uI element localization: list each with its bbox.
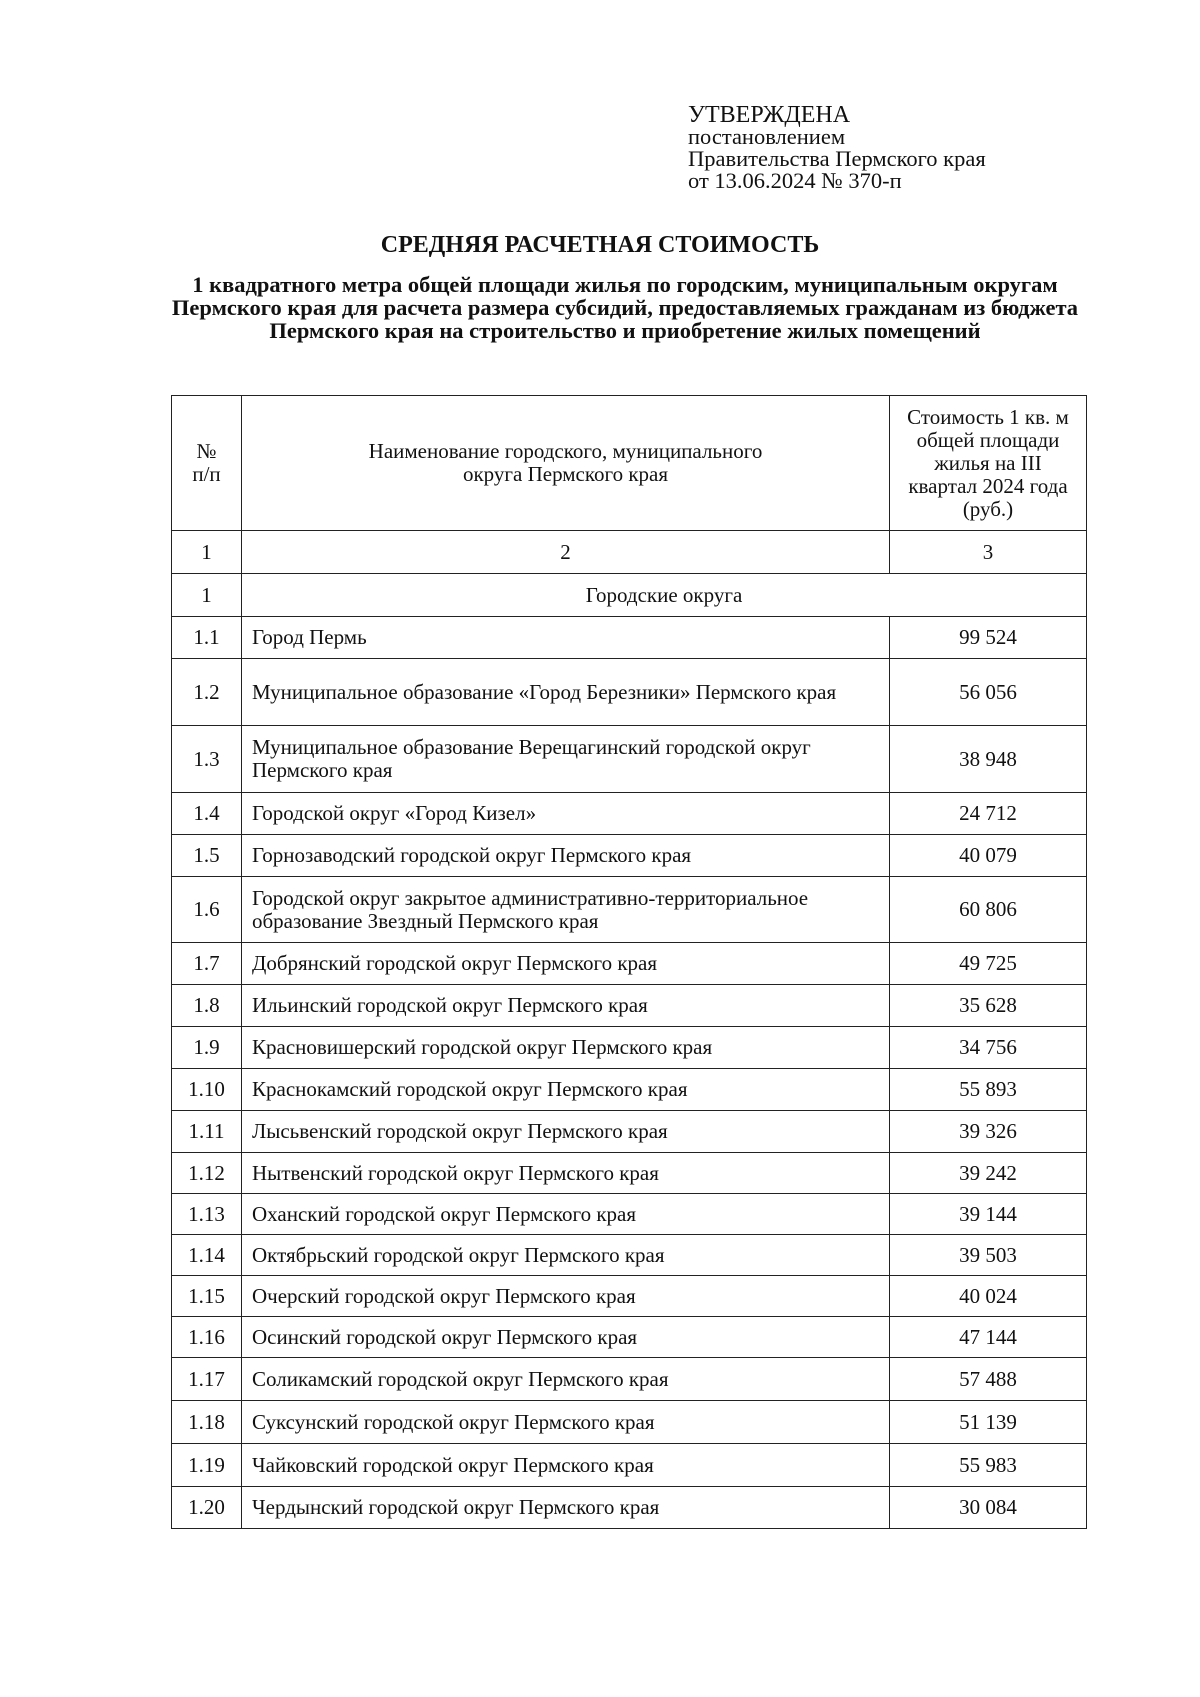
table-row xyxy=(172,1069,1087,1111)
table-row xyxy=(172,1317,1087,1358)
row-number: 1.13 xyxy=(172,1194,242,1235)
section-number: 1 xyxy=(172,574,242,617)
row-name: Краснокамский городской округ Пермского края xyxy=(242,1069,890,1111)
table-row xyxy=(172,1027,1087,1069)
table-row xyxy=(172,1358,1087,1401)
row-value: 40 079 xyxy=(890,835,1087,877)
row-value: 34 756 xyxy=(890,1027,1087,1069)
row-number: 1.5 xyxy=(172,835,242,877)
header-value: Стоимость 1 кв. м общей площади жилья на III квартал 2024 года (руб.) xyxy=(890,396,1087,531)
row-value: 49 725 xyxy=(890,943,1087,985)
table-row xyxy=(172,943,1087,985)
row-number: 1.16 xyxy=(172,1317,242,1358)
row-name: Муниципальное образование Верещагинский городской округ Пермского края xyxy=(242,726,890,793)
row-name: Добрянский городской округ Пермского края xyxy=(242,943,890,985)
row-value: 56 056 xyxy=(890,659,1087,726)
section-label: Городские округа xyxy=(242,574,1087,617)
table-row xyxy=(172,659,1087,726)
column-number: 1 xyxy=(172,531,242,574)
document-subtitle: 1 квадратного метра общей площади жилья по городским, муниципальным округам Пермского края для расчета размера субсидий, предоставляемых гражданам из бюджета Пермского края на строительство и приобретение жилых помещений xyxy=(171,272,1079,343)
table-row xyxy=(172,617,1087,659)
row-value: 60 806 xyxy=(890,877,1087,943)
approval-line: от 13.06.2024 № 370-п xyxy=(688,168,902,193)
table-row xyxy=(172,726,1087,793)
row-number: 1.3 xyxy=(172,726,242,793)
row-number: 1.12 xyxy=(172,1153,242,1194)
row-number: 1.8 xyxy=(172,985,242,1027)
table-row xyxy=(172,985,1087,1027)
table-row xyxy=(172,1153,1087,1194)
row-value: 39 326 xyxy=(890,1111,1087,1153)
table-row xyxy=(172,1487,1087,1529)
row-number: 1.11 xyxy=(172,1111,242,1153)
column-number: 2 xyxy=(242,531,890,574)
table-row xyxy=(172,1235,1087,1276)
row-value: 39 144 xyxy=(890,1194,1087,1235)
table-row xyxy=(172,1401,1087,1444)
row-value: 51 139 xyxy=(890,1401,1087,1444)
row-number: 1.14 xyxy=(172,1235,242,1276)
row-value: 55 983 xyxy=(890,1444,1087,1487)
row-name: Лысьвенский городской округ Пермского края xyxy=(242,1111,890,1153)
cost-table xyxy=(171,395,1087,1529)
column-numbers-row xyxy=(172,531,1087,574)
row-value: 57 488 xyxy=(890,1358,1087,1401)
row-name: Чайковский городской округ Пермского края xyxy=(242,1444,890,1487)
row-number: 1.7 xyxy=(172,943,242,985)
row-value: 38 948 xyxy=(890,726,1087,793)
table-row xyxy=(172,1194,1087,1235)
row-number: 1.1 xyxy=(172,617,242,659)
row-value: 99 524 xyxy=(890,617,1087,659)
row-name: Чердынский городской округ Пермского края xyxy=(242,1487,890,1529)
row-name: Красновишерский городской округ Пермского края xyxy=(242,1027,890,1069)
row-value: 40 024 xyxy=(890,1276,1087,1317)
row-value: 24 712 xyxy=(890,793,1087,835)
row-name: Соликамский городской округ Пермского края xyxy=(242,1358,890,1401)
row-number: 1.6 xyxy=(172,877,242,943)
table-row xyxy=(172,877,1087,943)
row-value: 39 503 xyxy=(890,1235,1087,1276)
row-name: Городской округ «Город Кизел» xyxy=(242,793,890,835)
row-number: 1.4 xyxy=(172,793,242,835)
row-name: Суксунский городской округ Пермского края xyxy=(242,1401,890,1444)
row-name: Нытвенский городской округ Пермского края xyxy=(242,1153,890,1194)
table-row xyxy=(172,1444,1087,1487)
row-name: Горнозаводский городской округ Пермского края xyxy=(242,835,890,877)
row-name: Осинский городской округ Пермского края xyxy=(242,1317,890,1358)
row-number: 1.18 xyxy=(172,1401,242,1444)
approval-heading: УТВЕРЖДЕНА xyxy=(688,102,851,128)
row-name: Городской округ закрытое административно-территориальное образование Звездный Пермского края xyxy=(242,877,890,943)
document-title: СРЕДНЯЯ РАСЧЕТНАЯ СТОИМОСТЬ xyxy=(380,232,820,258)
row-value: 39 242 xyxy=(890,1153,1087,1194)
table-row xyxy=(172,835,1087,877)
row-value: 47 144 xyxy=(890,1317,1087,1358)
row-name: Город Пермь xyxy=(242,617,890,659)
column-number: 3 xyxy=(890,531,1087,574)
table-header-row xyxy=(172,396,1087,531)
row-name: Октябрьский городской округ Пермского края xyxy=(242,1235,890,1276)
approval-line: постановлением xyxy=(688,124,846,149)
row-name: Ильинский городской округ Пермского края xyxy=(242,985,890,1027)
row-name: Муниципальное образование «Город Березники» Пермского края xyxy=(242,659,890,726)
table-row xyxy=(172,1111,1087,1153)
row-number: 1.19 xyxy=(172,1444,242,1487)
approval-line: Правительства Пермского края xyxy=(688,146,986,171)
row-number: 1.10 xyxy=(172,1069,242,1111)
row-name: Очерский городской округ Пермского края xyxy=(242,1276,890,1317)
header-number: № п/п xyxy=(172,396,242,531)
header-name: Наименование городского, муниципального округа Пермского края xyxy=(242,396,890,531)
row-value: 35 628 xyxy=(890,985,1087,1027)
row-name: Оханский городской округ Пермского края xyxy=(242,1194,890,1235)
row-number: 1.17 xyxy=(172,1358,242,1401)
table-row xyxy=(172,1276,1087,1317)
row-number: 1.2 xyxy=(172,659,242,726)
row-value: 30 084 xyxy=(890,1487,1087,1529)
row-number: 1.15 xyxy=(172,1276,242,1317)
row-number: 1.9 xyxy=(172,1027,242,1069)
table-row xyxy=(172,793,1087,835)
row-value: 55 893 xyxy=(890,1069,1087,1111)
row-number: 1.20 xyxy=(172,1487,242,1529)
approval-stamp xyxy=(688,104,986,192)
section-row xyxy=(172,574,1087,617)
